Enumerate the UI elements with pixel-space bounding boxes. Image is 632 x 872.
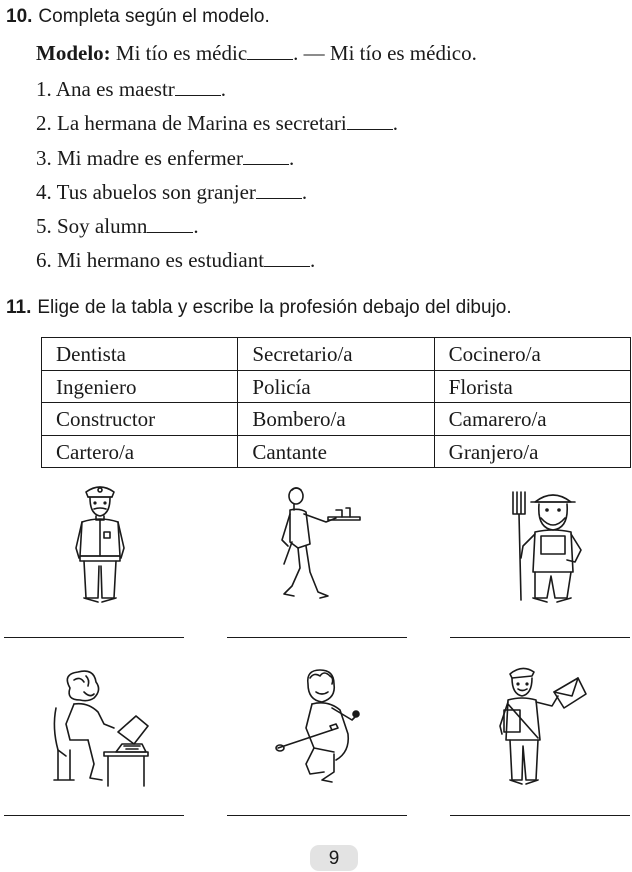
table-cell: Cartero/a bbox=[42, 435, 238, 468]
table-cell: Constructor bbox=[42, 403, 238, 436]
answer-line[interactable] bbox=[227, 637, 407, 638]
table-cell: Bombero/a bbox=[238, 403, 434, 436]
list-item bbox=[36, 213, 398, 247]
police-officer-illustration bbox=[60, 478, 140, 608]
item-stem: 5. Soy alumn bbox=[36, 214, 148, 239]
item-end: . bbox=[310, 248, 316, 273]
table-cell: Dentista bbox=[42, 338, 238, 371]
item-end: . bbox=[193, 214, 199, 239]
answer-line[interactable] bbox=[4, 637, 184, 638]
table-cell: Granjero/a bbox=[434, 435, 630, 468]
list-item bbox=[36, 110, 398, 144]
item-stem: 6. Mi hermano es estudiant bbox=[36, 248, 265, 273]
answer-line[interactable] bbox=[450, 637, 630, 638]
item-end: . bbox=[289, 145, 295, 170]
exercise-11-number: 11. bbox=[6, 297, 32, 318]
item-stem: 4. Tus abuelos son granjer bbox=[36, 179, 256, 204]
list-item bbox=[36, 247, 398, 281]
model-stem: Mi tío es médic bbox=[115, 41, 248, 65]
singer-illustration bbox=[272, 668, 372, 790]
mail-carrier-illustration bbox=[490, 662, 590, 790]
table-row bbox=[42, 370, 631, 403]
table-cell: Ingeniero bbox=[42, 370, 238, 403]
answer-blank[interactable] bbox=[147, 215, 193, 233]
answer-line[interactable] bbox=[450, 815, 630, 816]
table-cell: Camarero/a bbox=[434, 403, 630, 436]
item-end: . bbox=[392, 111, 399, 136]
exercise-10-items bbox=[36, 76, 398, 282]
list-item bbox=[36, 179, 398, 213]
answer-line[interactable] bbox=[227, 815, 407, 816]
table-cell: Florista bbox=[434, 370, 630, 403]
model-label: Modelo: bbox=[36, 41, 111, 65]
model-after: . — Mi tío es médico. bbox=[293, 41, 477, 65]
page-number: 9 bbox=[310, 845, 358, 871]
list-item bbox=[36, 76, 398, 110]
list-item bbox=[36, 145, 398, 179]
exercise-10-title bbox=[6, 6, 270, 28]
item-stem: 1. Ana es maestr bbox=[36, 77, 175, 101]
table-cell: Policía bbox=[238, 370, 434, 403]
model-line bbox=[36, 41, 477, 66]
exercise-10-number: 10. bbox=[6, 6, 33, 27]
exercise-10-instruction: Completa según el modelo. bbox=[38, 6, 270, 27]
answer-line[interactable] bbox=[4, 815, 184, 816]
exercise-11-title bbox=[6, 297, 512, 319]
table-row bbox=[42, 435, 631, 468]
table-cell: Cantante bbox=[238, 435, 434, 468]
model-blank bbox=[247, 42, 293, 60]
answer-blank[interactable] bbox=[264, 249, 310, 267]
table-cell: Cocinero/a bbox=[434, 338, 630, 371]
item-end: . bbox=[301, 179, 308, 204]
profession-table bbox=[41, 337, 631, 468]
answer-blank[interactable] bbox=[256, 181, 302, 199]
table-row bbox=[42, 403, 631, 436]
item-end: . bbox=[220, 77, 227, 101]
table-row bbox=[42, 338, 631, 371]
item-stem: 2. La hermana de Marina es secretari bbox=[36, 111, 347, 136]
table-cell: Secretario/a bbox=[238, 338, 434, 371]
answer-blank[interactable] bbox=[347, 112, 393, 130]
answer-blank[interactable] bbox=[175, 78, 221, 96]
secretary-illustration bbox=[44, 668, 154, 790]
item-stem: 3. Mi madre es enfermer bbox=[36, 145, 243, 170]
waiter-illustration bbox=[270, 484, 370, 608]
farmer-illustration bbox=[505, 484, 595, 608]
exercise-11-instruction: Elige de la tabla y escribe la profesión debajo del dibujo. bbox=[37, 297, 512, 318]
answer-blank[interactable] bbox=[243, 147, 289, 165]
